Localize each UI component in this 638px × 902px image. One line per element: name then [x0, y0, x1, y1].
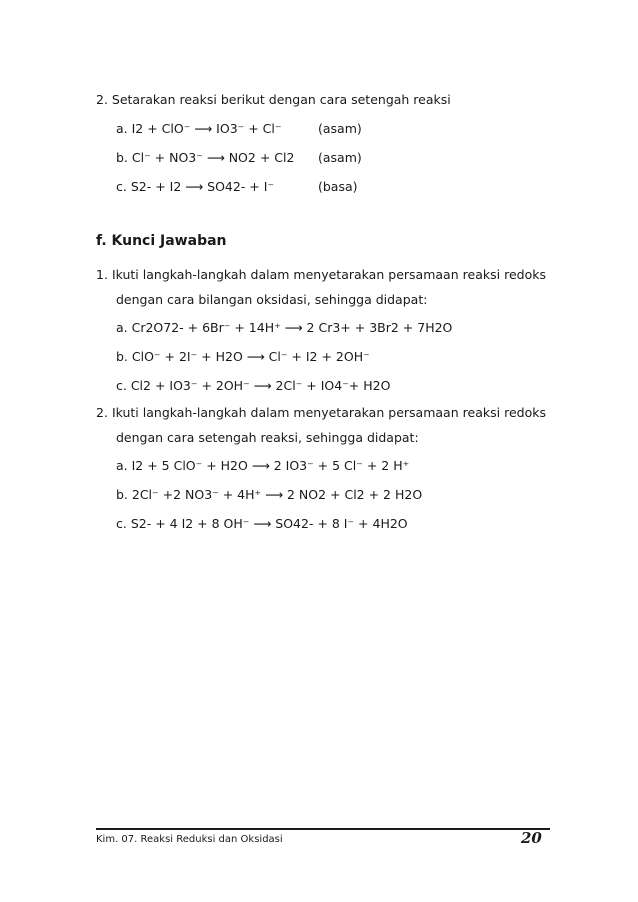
exercise-item-a-condition: (asam): [318, 121, 362, 136]
exercise-item-c: c. S2- + I2 ⟶ SO42- + I⁻: [116, 179, 275, 194]
footer-title: Kim. 07. Reaksi Reduksi dan Oksidasi: [96, 834, 283, 845]
exercise-item-c-condition: (basa): [318, 179, 358, 194]
answer1-intro-line1: 1. Ikuti langkah-langkah dalam menyetarakan persamaan reaksi redoks: [96, 267, 546, 282]
exercise-item-a: a. I2 + ClO⁻ ⟶ IO3⁻ + Cl⁻: [116, 121, 282, 136]
answer2-intro-line1: 2. Ikuti langkah-langkah dalam menyetarakan persamaan reaksi redoks: [96, 405, 546, 420]
exercise-item-b: b. Cl⁻ + NO3⁻ ⟶ NO2 + Cl2: [116, 150, 295, 165]
footer-divider: [96, 828, 550, 830]
answer1-item-a: a. Cr2O72- + 6Br⁻ + 14H⁺ ⟶ 2 Cr3+ + 3Br2 + 7H2O: [116, 320, 453, 335]
answer2-item-a: a. I2 + 5 ClO⁻ + H2O ⟶ 2 IO3⁻ + 5 Cl⁻ + 2 H⁺: [116, 458, 410, 473]
page-number: 20: [521, 829, 542, 847]
answer1-item-b: b. ClO⁻ + 2I⁻ + H2O ⟶ Cl⁻ + I2 + 2OH⁻: [116, 349, 370, 364]
answer2-item-c: c. S2- + 4 I2 + 8 OH⁻ ⟶ SO42- + 8 I⁻ + 4H2O: [116, 516, 408, 531]
answer2-intro-line2: dengan cara setengah reaksi, sehingga didapat:: [116, 430, 419, 445]
answer1-item-c: c. Cl2 + IO3⁻ + 2OH⁻ ⟶ 2Cl⁻ + IO4⁻+ H2O: [116, 378, 391, 393]
section-heading: f. Kunci Jawaban: [96, 233, 227, 249]
exercise-item-b-condition: (asam): [318, 150, 362, 165]
exercise-title: 2. Setarakan reaksi berikut dengan cara setengah reaksi: [96, 92, 451, 107]
answer2-item-b: b. 2Cl⁻ +2 NO3⁻ + 4H⁺ ⟶ 2 NO2 + Cl2 + 2 H2O: [116, 487, 423, 502]
answer1-intro-line2: dengan cara bilangan oksidasi, sehingga didapat:: [116, 292, 428, 307]
